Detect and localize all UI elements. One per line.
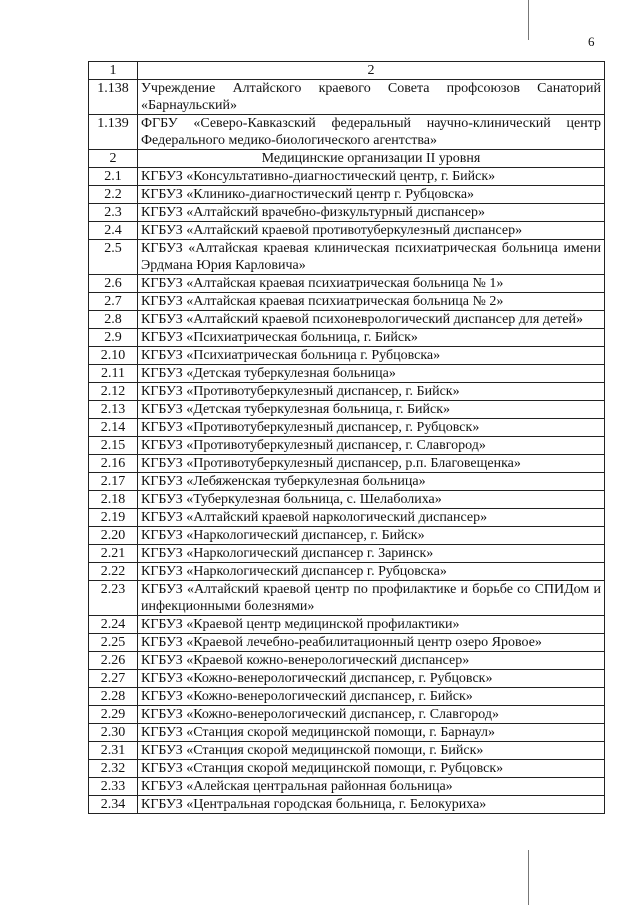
row-organization-name: КГБУЗ «Станция скорой медицинской помощи, г. Бийск» (138, 742, 605, 760)
table-row (89, 706, 605, 724)
row-organization-name: КГБУЗ «Алтайский краевой наркологический диспансер» (138, 509, 605, 527)
table-row (89, 563, 605, 581)
row-organization-name: КГБУЗ «Алтайский краевой центр по профилактике и борьбе со СПИДом и инфекционными болезнями» (138, 581, 605, 616)
table-row (89, 742, 605, 760)
row-number: 2.2 (89, 186, 138, 204)
row-number: 2.23 (89, 581, 138, 616)
row-organization-name: КГБУЗ «Центральная городская больница, г. Белокуриха» (138, 796, 605, 814)
row-organization-name: Учреждение Алтайского краевого Совета профсоюзов Санаторий «Барнаульский» (138, 80, 605, 115)
table-row (89, 419, 605, 437)
row-organization-name: КГБУЗ «Психиатрическая больница, г. Бийск» (138, 329, 605, 347)
row-number: 2.31 (89, 742, 138, 760)
table-row (89, 455, 605, 473)
table-row (89, 473, 605, 491)
row-number: 2.14 (89, 419, 138, 437)
table-row (89, 778, 605, 796)
table-row (89, 80, 605, 115)
row-number: 2.26 (89, 652, 138, 670)
table-row (89, 168, 605, 186)
row-number: 2.1 (89, 168, 138, 186)
page-number: 6 (588, 34, 595, 49)
row-organization-name: КГБУЗ «Клинико-диагностический центр г. Рубцовска» (138, 186, 605, 204)
row-organization-name: КГБУЗ «Станция скорой медицинской помощи, г. Рубцовск» (138, 760, 605, 778)
row-number: 2.9 (89, 329, 138, 347)
row-number: 2.29 (89, 706, 138, 724)
table-row (89, 383, 605, 401)
organizations-table (88, 61, 605, 814)
row-number: 2.8 (89, 311, 138, 329)
row-organization-name: КГБУЗ «Кожно-венерологический диспансер, г. Бийск» (138, 688, 605, 706)
row-number: 2.25 (89, 634, 138, 652)
row-number: 2.28 (89, 688, 138, 706)
row-organization-name: Медицинские организации II уровня (138, 150, 605, 168)
table-row (89, 365, 605, 383)
row-number: 2.6 (89, 275, 138, 293)
table-section-row (89, 150, 605, 168)
table-row (89, 527, 605, 545)
row-number: 2.21 (89, 545, 138, 563)
table-row (89, 491, 605, 509)
row-number: 2.30 (89, 724, 138, 742)
table-row (89, 724, 605, 742)
row-number: 2.10 (89, 347, 138, 365)
row-number: 2.27 (89, 670, 138, 688)
row-organization-name: КГБУЗ «Детская туберкулезная больница, г. Бийск» (138, 401, 605, 419)
table-row (89, 115, 605, 150)
row-organization-name: КГБУЗ «Алейская центральная районная больница» (138, 778, 605, 796)
row-organization-name: КГБУЗ «Противотуберкулезный диспансер, р.п. Благовещенка» (138, 455, 605, 473)
table-row (89, 240, 605, 275)
row-number: 2.32 (89, 760, 138, 778)
table-row (89, 204, 605, 222)
row-organization-name: КГБУЗ «Детская туберкулезная больница» (138, 365, 605, 383)
row-number: 2.18 (89, 491, 138, 509)
row-number: 2.22 (89, 563, 138, 581)
row-number: 2.24 (89, 616, 138, 634)
table-header-row (89, 62, 605, 80)
table-row (89, 186, 605, 204)
row-organization-name: КГБУЗ «Алтайская краевая психиатрическая больница № 1» (138, 275, 605, 293)
row-organization-name: ФГБУ «Северо-Кавказский федеральный научно-клинический центр Федерального медико-биологического агентства» (138, 115, 605, 150)
table-row (89, 688, 605, 706)
table-row (89, 437, 605, 455)
row-number: 2.17 (89, 473, 138, 491)
table-row (89, 329, 605, 347)
row-number: 2.34 (89, 796, 138, 814)
row-number: 2.20 (89, 527, 138, 545)
row-number: 2.7 (89, 293, 138, 311)
row-organization-name: КГБУЗ «Краевой кожно-венерологический диспансер» (138, 652, 605, 670)
row-organization-name: КГБУЗ «Кожно-венерологический диспансер, г. Рубцовск» (138, 670, 605, 688)
row-organization-name: КГБУЗ «Психиатрическая больница г. Рубцовска» (138, 347, 605, 365)
table-body (89, 62, 605, 814)
row-organization-name: КГБУЗ «Туберкулезная больница, с. Шелаболиха» (138, 491, 605, 509)
row-organization-name: КГБУЗ «Противотуберкулезный диспансер, г. Славгород» (138, 437, 605, 455)
row-organization-name: КГБУЗ «Алтайский краевой противотуберкулезный диспансер» (138, 222, 605, 240)
row-organization-name: КГБУЗ «Краевой центр медицинской профилактики» (138, 616, 605, 634)
table-row (89, 760, 605, 778)
row-number: 2.12 (89, 383, 138, 401)
row-organization-name: КГБУЗ «Наркологический диспансер г. Рубцовска» (138, 563, 605, 581)
row-organization-name: КГБУЗ «Краевой лечебно-реабилитационный центр озеро Яровое» (138, 634, 605, 652)
header-col-number: 1 (89, 62, 138, 80)
row-number: 2.33 (89, 778, 138, 796)
table-row (89, 401, 605, 419)
table-row (89, 796, 605, 814)
row-organization-name: КГБУЗ «Алтайская краевая клиническая психиатрическая больница имени Эрдмана Юрия Карловича» (138, 240, 605, 275)
table-row (89, 670, 605, 688)
row-number: 2 (89, 150, 138, 168)
table-row (89, 293, 605, 311)
table-row (89, 275, 605, 293)
row-number: 1.138 (89, 80, 138, 115)
row-organization-name: КГБУЗ «Наркологический диспансер, г. Бийск» (138, 527, 605, 545)
row-organization-name: КГБУЗ «Алтайский врачебно-физкультурный диспансер» (138, 204, 605, 222)
row-number: 2.19 (89, 509, 138, 527)
table-row (89, 652, 605, 670)
table-row (89, 222, 605, 240)
row-organization-name: КГБУЗ «Кожно-венерологический диспансер, г. Славгород» (138, 706, 605, 724)
table-row (89, 616, 605, 634)
row-number: 2.5 (89, 240, 138, 275)
row-organization-name: КГБУЗ «Наркологический диспансер г. Заринск» (138, 545, 605, 563)
row-organization-name: КГБУЗ «Противотуберкулезный диспансер, г. Бийск» (138, 383, 605, 401)
table-row (89, 545, 605, 563)
row-number: 2.4 (89, 222, 138, 240)
row-number: 2.11 (89, 365, 138, 383)
row-organization-name: КГБУЗ «Противотуберкулезный диспансер, г. Рубцовск» (138, 419, 605, 437)
row-organization-name: КГБУЗ «Алтайская краевая психиатрическая больница № 2» (138, 293, 605, 311)
table-row (89, 347, 605, 365)
header-col-name: 2 (138, 62, 605, 80)
row-organization-name: КГБУЗ «Лебяженская туберкулезная больница» (138, 473, 605, 491)
table-row (89, 634, 605, 652)
scan-artifact-line-top (528, 0, 529, 40)
row-organization-name: КГБУЗ «Станция скорой медицинской помощи, г. Барнаул» (138, 724, 605, 742)
row-number: 2.15 (89, 437, 138, 455)
row-number: 2.13 (89, 401, 138, 419)
row-organization-name: КГБУЗ «Консультативно-диагностический центр, г. Бийск» (138, 168, 605, 186)
table-row (89, 509, 605, 527)
row-organization-name: КГБУЗ «Алтайский краевой психоневрологический диспансер для детей» (138, 311, 605, 329)
table-row (89, 311, 605, 329)
table-row (89, 581, 605, 616)
scan-artifact-line-bottom (528, 850, 529, 905)
row-number: 2.3 (89, 204, 138, 222)
row-number: 1.139 (89, 115, 138, 150)
row-number: 2.16 (89, 455, 138, 473)
